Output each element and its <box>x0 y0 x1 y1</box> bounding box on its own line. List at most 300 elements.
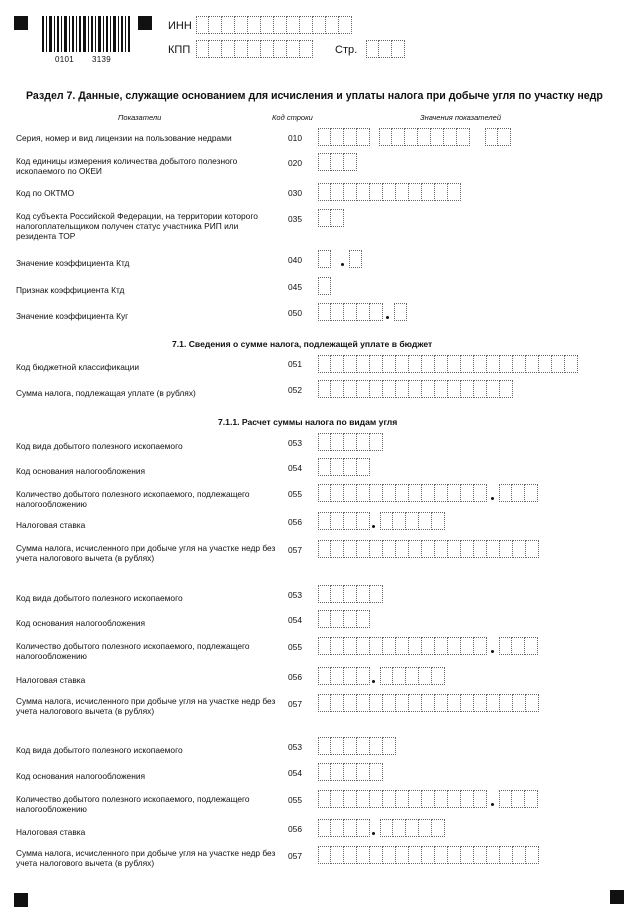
entry-cell[interactable] <box>366 40 379 58</box>
entry-cell[interactable] <box>331 433 344 451</box>
entry-cell[interactable] <box>318 540 331 558</box>
entry-cell[interactable] <box>419 512 432 530</box>
entry-cell[interactable] <box>461 484 474 502</box>
entry-cell[interactable] <box>422 790 435 808</box>
entry-cell[interactable] <box>435 355 448 373</box>
entry-cell[interactable] <box>380 512 393 530</box>
entry-cell[interactable] <box>331 540 344 558</box>
entry-cell[interactable] <box>513 355 526 373</box>
license-number-field[interactable] <box>379 128 470 146</box>
entry-cell[interactable] <box>357 458 370 476</box>
entry-cell[interactable] <box>357 637 370 655</box>
entry-cell[interactable] <box>526 540 539 558</box>
entry-cell[interactable] <box>432 819 445 837</box>
entry-cell[interactable] <box>474 790 487 808</box>
entry-cell[interactable] <box>331 380 344 398</box>
entry-cell[interactable] <box>370 484 383 502</box>
block1-quantity-fraction-field[interactable] <box>499 484 538 502</box>
entry-cell[interactable] <box>370 433 383 451</box>
entry-cell[interactable] <box>500 380 513 398</box>
entry-cell[interactable] <box>331 128 344 146</box>
entry-cell[interactable] <box>318 512 331 530</box>
entry-cell[interactable] <box>396 484 409 502</box>
entry-cell[interactable] <box>499 484 512 502</box>
entry-cell[interactable] <box>499 637 512 655</box>
entry-cell[interactable] <box>370 737 383 755</box>
row-label-052: Сумма налога, подлежащая уплате (в рублях) <box>16 388 196 398</box>
okei-code-field[interactable] <box>318 153 357 171</box>
entry-cell[interactable] <box>461 694 474 712</box>
kbk-field[interactable] <box>318 355 578 373</box>
entry-cell[interactable] <box>498 128 511 146</box>
entry-cell[interactable] <box>331 763 344 781</box>
entry-cell[interactable] <box>344 183 357 201</box>
entry-cell[interactable] <box>344 667 357 685</box>
entry-cell[interactable] <box>331 637 344 655</box>
entry-cell[interactable] <box>448 846 461 864</box>
entry-cell[interactable] <box>331 694 344 712</box>
entry-cell[interactable] <box>396 380 409 398</box>
entry-cell[interactable] <box>318 458 331 476</box>
block1-tax-rate-integer-field[interactable] <box>318 512 370 530</box>
entry-cell[interactable] <box>474 846 487 864</box>
entry-cell[interactable] <box>409 355 422 373</box>
entry-cell[interactable] <box>487 846 500 864</box>
entry-cell[interactable] <box>261 40 274 58</box>
ktd-integer-field[interactable] <box>318 250 331 268</box>
entry-cell[interactable] <box>274 16 287 34</box>
entry-cell[interactable] <box>409 694 422 712</box>
entry-cell[interactable] <box>409 637 422 655</box>
inn-field[interactable] <box>196 16 352 34</box>
entry-cell[interactable] <box>318 433 331 451</box>
entry-cell[interactable] <box>318 763 331 781</box>
entry-cell[interactable] <box>370 694 383 712</box>
entry-cell[interactable] <box>552 355 565 373</box>
block3-label-057: Сумма налога, исчисленного при добыче угля на участке недр без учета налогового вычета (в рублях) <box>16 848 276 868</box>
entry-cell[interactable] <box>487 540 500 558</box>
entry-cell[interactable] <box>349 250 362 268</box>
entry-cell[interactable] <box>300 40 313 58</box>
entry-cell[interactable] <box>331 737 344 755</box>
entry-cell[interactable] <box>448 355 461 373</box>
entry-cell[interactable] <box>512 637 525 655</box>
entry-cell[interactable] <box>435 540 448 558</box>
entry-cell[interactable] <box>357 763 370 781</box>
entry-cell[interactable] <box>461 380 474 398</box>
entry-cell[interactable] <box>357 694 370 712</box>
entry-cell[interactable] <box>318 153 331 171</box>
entry-cell[interactable] <box>525 637 538 655</box>
entry-cell[interactable] <box>485 128 498 146</box>
entry-cell[interactable] <box>435 846 448 864</box>
entry-cell[interactable] <box>344 694 357 712</box>
entry-cell[interactable] <box>235 40 248 58</box>
entry-cell[interactable] <box>422 694 435 712</box>
entry-cell[interactable] <box>344 458 357 476</box>
entry-cell[interactable] <box>383 355 396 373</box>
entry-cell[interactable] <box>331 484 344 502</box>
entry-cell[interactable] <box>357 610 370 628</box>
column-header-indicators: Показатели <box>118 113 162 122</box>
row-label-020: Код единицы измерения количества добытого полезного ископаемого по ОКЕИ <box>16 156 238 176</box>
entry-cell[interactable] <box>461 790 474 808</box>
row-code-045: 045 <box>288 282 302 292</box>
entry-cell[interactable] <box>448 540 461 558</box>
entry-cell[interactable] <box>318 846 331 864</box>
entry-cell[interactable] <box>461 846 474 864</box>
entry-cell[interactable] <box>383 484 396 502</box>
entry-cell[interactable] <box>357 183 370 201</box>
entry-cell[interactable] <box>512 484 525 502</box>
ktd-fraction-field[interactable] <box>349 250 362 268</box>
entry-cell[interactable] <box>392 128 405 146</box>
block3-mineral-type-field[interactable] <box>318 737 396 755</box>
entry-cell[interactable] <box>526 694 539 712</box>
entry-cell[interactable] <box>422 355 435 373</box>
entry-cell[interactable] <box>422 540 435 558</box>
entry-cell[interactable] <box>393 667 406 685</box>
entry-cell[interactable] <box>500 846 513 864</box>
entry-cell[interactable] <box>474 694 487 712</box>
entry-cell[interactable] <box>435 380 448 398</box>
entry-cell[interactable] <box>370 763 383 781</box>
entry-cell[interactable] <box>383 846 396 864</box>
entry-cell[interactable] <box>370 790 383 808</box>
block3-tax-rate-fraction-field[interactable] <box>380 819 445 837</box>
block3-tax-basis-field[interactable] <box>318 763 383 781</box>
entry-cell[interactable] <box>331 846 344 864</box>
entry-cell[interactable] <box>318 585 331 603</box>
entry-cell[interactable] <box>435 484 448 502</box>
entry-cell[interactable] <box>448 183 461 201</box>
entry-cell[interactable] <box>274 40 287 58</box>
block2-code-053: 053 <box>288 590 302 600</box>
entry-cell[interactable] <box>331 819 344 837</box>
entry-cell[interactable] <box>287 40 300 58</box>
entry-cell[interactable] <box>409 846 422 864</box>
entry-cell[interactable] <box>331 610 344 628</box>
entry-cell[interactable] <box>318 610 331 628</box>
entry-cell[interactable] <box>344 128 357 146</box>
block3-tax-rate-integer-field[interactable] <box>318 819 370 837</box>
entry-cell[interactable] <box>513 540 526 558</box>
block2-tax-rate-integer-field[interactable] <box>318 667 370 685</box>
entry-cell[interactable] <box>318 128 331 146</box>
block1-quantity-integer-field[interactable] <box>318 484 487 502</box>
entry-cell[interactable] <box>318 250 331 268</box>
entry-cell[interactable] <box>409 183 422 201</box>
entry-cell[interactable] <box>500 355 513 373</box>
entry-cell[interactable] <box>432 667 445 685</box>
entry-cell[interactable] <box>331 153 344 171</box>
entry-cell[interactable] <box>318 303 331 321</box>
entry-cell[interactable] <box>525 484 538 502</box>
entry-cell[interactable] <box>209 40 222 58</box>
block1-tax-basis-field[interactable] <box>318 458 370 476</box>
entry-cell[interactable] <box>513 694 526 712</box>
block3-quantity-fraction-field[interactable] <box>499 790 538 808</box>
entry-cell[interactable] <box>383 790 396 808</box>
page-number-field[interactable] <box>366 40 405 58</box>
entry-cell[interactable] <box>248 40 261 58</box>
entry-cell[interactable] <box>344 637 357 655</box>
entry-cell[interactable] <box>406 819 419 837</box>
entry-cell[interactable] <box>526 355 539 373</box>
block1-tax-rate-fraction-field[interactable] <box>380 512 445 530</box>
entry-cell[interactable] <box>318 694 331 712</box>
entry-cell[interactable] <box>357 484 370 502</box>
entry-cell[interactable] <box>370 303 383 321</box>
entry-cell[interactable] <box>380 819 393 837</box>
region-code-field[interactable] <box>318 209 344 227</box>
entry-cell[interactable] <box>383 183 396 201</box>
entry-cell[interactable] <box>422 183 435 201</box>
kug-integer-field[interactable] <box>318 303 383 321</box>
entry-cell[interactable] <box>357 540 370 558</box>
oktmo-field[interactable] <box>318 183 461 201</box>
entry-cell[interactable] <box>383 737 396 755</box>
entry-cell[interactable] <box>405 128 418 146</box>
entry-cell[interactable] <box>318 790 331 808</box>
block3-tax-amount-field[interactable] <box>318 846 539 864</box>
entry-cell[interactable] <box>409 380 422 398</box>
entry-cell[interactable] <box>396 355 409 373</box>
entry-cell[interactable] <box>487 380 500 398</box>
entry-cell[interactable] <box>406 667 419 685</box>
entry-cell[interactable] <box>370 355 383 373</box>
entry-cell[interactable] <box>318 355 331 373</box>
block1-code-056: 056 <box>288 517 302 527</box>
entry-cell[interactable] <box>331 512 344 530</box>
ktd-flag-field[interactable] <box>318 277 331 295</box>
entry-cell[interactable] <box>379 40 392 58</box>
entry-cell[interactable] <box>313 16 326 34</box>
entry-cell[interactable] <box>300 16 313 34</box>
entry-cell[interactable] <box>339 16 352 34</box>
entry-cell[interactable] <box>235 16 248 34</box>
entry-cell[interactable] <box>431 128 444 146</box>
entry-cell[interactable] <box>331 183 344 201</box>
entry-cell[interactable] <box>331 209 344 227</box>
entry-cell[interactable] <box>474 484 487 502</box>
entry-cell[interactable] <box>409 540 422 558</box>
entry-cell[interactable] <box>344 540 357 558</box>
entry-cell[interactable] <box>331 303 344 321</box>
entry-cell[interactable] <box>418 128 431 146</box>
entry-cell[interactable] <box>406 512 419 530</box>
entry-cell[interactable] <box>474 380 487 398</box>
entry-cell[interactable] <box>357 585 370 603</box>
entry-cell[interactable] <box>331 458 344 476</box>
entry-cell[interactable] <box>474 355 487 373</box>
entry-cell[interactable] <box>396 694 409 712</box>
entry-cell[interactable] <box>422 484 435 502</box>
entry-cell[interactable] <box>396 183 409 201</box>
entry-cell[interactable] <box>383 694 396 712</box>
block1-label-054: Код основания налогообложения <box>16 466 146 476</box>
entry-cell[interactable] <box>326 16 339 34</box>
entry-cell[interactable] <box>461 540 474 558</box>
entry-cell[interactable] <box>344 846 357 864</box>
entry-cell[interactable] <box>344 484 357 502</box>
entry-cell[interactable] <box>344 380 357 398</box>
entry-cell[interactable] <box>487 355 500 373</box>
entry-cell[interactable] <box>318 277 331 295</box>
entry-cell[interactable] <box>565 355 578 373</box>
entry-cell[interactable] <box>379 128 392 146</box>
entry-cell[interactable] <box>357 512 370 530</box>
entry-cell[interactable] <box>448 637 461 655</box>
entry-cell[interactable] <box>392 40 405 58</box>
entry-cell[interactable] <box>393 819 406 837</box>
entry-cell[interactable] <box>457 128 470 146</box>
entry-cell[interactable] <box>344 763 357 781</box>
entry-cell[interactable] <box>196 40 209 58</box>
entry-cell[interactable] <box>394 303 407 321</box>
entry-cell[interactable] <box>344 737 357 755</box>
entry-cell[interactable] <box>357 303 370 321</box>
entry-cell[interactable] <box>318 667 331 685</box>
entry-cell[interactable] <box>380 667 393 685</box>
entry-cell[interactable] <box>344 303 357 321</box>
row-code-030: 030 <box>288 188 302 198</box>
entry-cell[interactable] <box>357 433 370 451</box>
entry-cell[interactable] <box>500 540 513 558</box>
entry-cell[interactable] <box>370 585 383 603</box>
entry-cell[interactable] <box>396 846 409 864</box>
block2-tax-rate-fraction-field[interactable] <box>380 667 445 685</box>
block2-quantity-integer-field[interactable] <box>318 637 487 655</box>
block2-tax-amount-field[interactable] <box>318 694 539 712</box>
block1-mineral-type-field[interactable] <box>318 433 383 451</box>
block1-tax-amount-field[interactable] <box>318 540 539 558</box>
kug-fraction-field[interactable] <box>394 303 407 321</box>
entry-cell[interactable] <box>396 540 409 558</box>
entry-cell[interactable] <box>344 355 357 373</box>
kpp-field[interactable] <box>196 40 313 58</box>
entry-cell[interactable] <box>331 790 344 808</box>
entry-cell[interactable] <box>461 355 474 373</box>
entry-cell[interactable] <box>357 380 370 398</box>
entry-cell[interactable] <box>525 790 538 808</box>
entry-cell[interactable] <box>409 790 422 808</box>
tax-payable-field[interactable] <box>318 380 513 398</box>
entry-cell[interactable] <box>448 380 461 398</box>
entry-cell[interactable] <box>357 667 370 685</box>
entry-cell[interactable] <box>344 790 357 808</box>
entry-cell[interactable] <box>318 209 331 227</box>
entry-cell[interactable] <box>526 846 539 864</box>
license-type-field[interactable] <box>485 128 511 146</box>
block3-quantity-integer-field[interactable] <box>318 790 487 808</box>
entry-cell[interactable] <box>222 16 235 34</box>
entry-cell[interactable] <box>435 790 448 808</box>
entry-cell[interactable] <box>357 819 370 837</box>
entry-cell[interactable] <box>331 667 344 685</box>
entry-cell[interactable] <box>448 694 461 712</box>
entry-cell[interactable] <box>248 16 261 34</box>
block2-mineral-type-field[interactable] <box>318 585 383 603</box>
entry-cell[interactable] <box>357 790 370 808</box>
block2-quantity-fraction-field[interactable] <box>499 637 538 655</box>
entry-cell[interactable] <box>419 819 432 837</box>
entry-cell[interactable] <box>461 637 474 655</box>
entry-cell[interactable] <box>318 183 331 201</box>
entry-cell[interactable] <box>370 846 383 864</box>
entry-cell[interactable] <box>370 540 383 558</box>
row-code-035: 035 <box>288 214 302 224</box>
entry-cell[interactable] <box>222 40 235 58</box>
entry-cell[interactable] <box>383 540 396 558</box>
entry-cell[interactable] <box>474 540 487 558</box>
row-label-050: Значение коэффициента Куг <box>16 311 129 321</box>
entry-cell[interactable] <box>370 183 383 201</box>
entry-cell[interactable] <box>396 637 409 655</box>
entry-cell[interactable] <box>318 484 331 502</box>
entry-cell[interactable] <box>331 585 344 603</box>
entry-cell[interactable] <box>357 737 370 755</box>
entry-cell[interactable] <box>444 128 457 146</box>
entry-cell[interactable] <box>344 819 357 837</box>
entry-cell[interactable] <box>357 846 370 864</box>
entry-cell[interactable] <box>318 637 331 655</box>
entry-cell[interactable] <box>422 637 435 655</box>
entry-cell[interactable] <box>344 585 357 603</box>
entry-cell[interactable] <box>318 819 331 837</box>
entry-cell[interactable] <box>209 16 222 34</box>
entry-cell[interactable] <box>370 637 383 655</box>
entry-cell[interactable] <box>435 694 448 712</box>
entry-cell[interactable] <box>539 355 552 373</box>
entry-cell[interactable] <box>487 694 500 712</box>
entry-cell[interactable] <box>383 380 396 398</box>
entry-cell[interactable] <box>344 433 357 451</box>
entry-cell[interactable] <box>393 512 406 530</box>
entry-cell[interactable] <box>422 380 435 398</box>
entry-cell[interactable] <box>357 355 370 373</box>
entry-cell[interactable] <box>287 16 300 34</box>
entry-cell[interactable] <box>196 16 209 34</box>
entry-cell[interactable] <box>331 355 344 373</box>
entry-cell[interactable] <box>448 790 461 808</box>
entry-cell[interactable] <box>512 790 525 808</box>
entry-cell[interactable] <box>422 846 435 864</box>
entry-cell[interactable] <box>344 512 357 530</box>
entry-cell[interactable] <box>383 637 396 655</box>
entry-cell[interactable] <box>513 846 526 864</box>
entry-cell[interactable] <box>344 610 357 628</box>
entry-cell[interactable] <box>409 484 422 502</box>
entry-cell[interactable] <box>500 694 513 712</box>
entry-cell[interactable] <box>448 484 461 502</box>
entry-cell[interactable] <box>499 790 512 808</box>
license-series-field[interactable] <box>318 128 370 146</box>
block2-tax-basis-field[interactable] <box>318 610 370 628</box>
entry-cell[interactable] <box>396 790 409 808</box>
entry-cell[interactable] <box>357 128 370 146</box>
entry-cell[interactable] <box>318 380 331 398</box>
entry-cell[interactable] <box>432 512 445 530</box>
entry-cell[interactable] <box>435 637 448 655</box>
entry-cell[interactable] <box>261 16 274 34</box>
entry-cell[interactable] <box>435 183 448 201</box>
entry-cell[interactable] <box>344 153 357 171</box>
entry-cell[interactable] <box>474 637 487 655</box>
entry-cell[interactable] <box>419 667 432 685</box>
entry-cell[interactable] <box>318 737 331 755</box>
entry-cell[interactable] <box>370 380 383 398</box>
